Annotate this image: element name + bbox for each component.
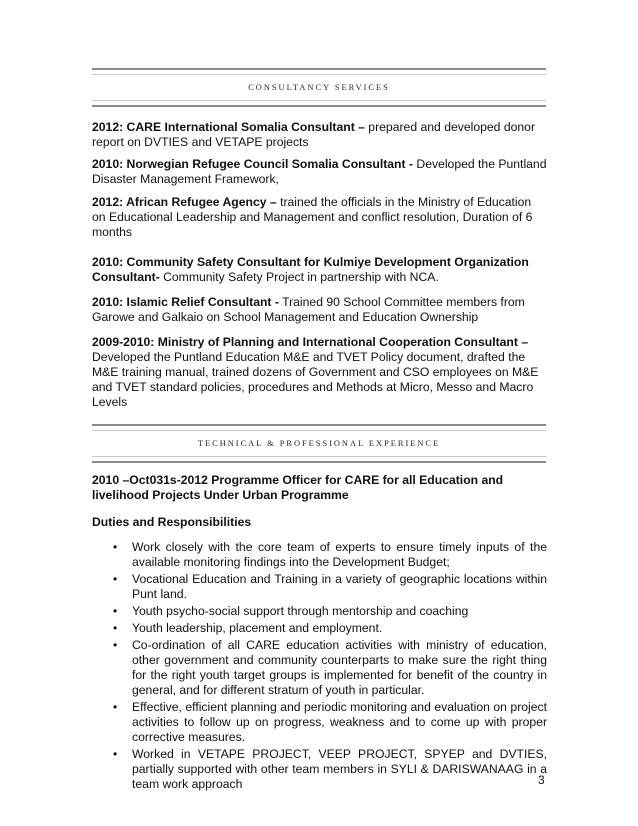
consultancy-item-desc: Community Safety Project in partnership with NCA. <box>159 270 439 284</box>
consultancy-item-role: 2010: Islamic Relief Consultant - <box>92 295 279 309</box>
consultancy-title: CONSULTANCY SERVICES <box>248 83 390 92</box>
consultancy-item-role: 2010: Community Safety Consultant for Kulmiye Development Organization Consultant- <box>92 255 529 284</box>
consultancy-item <box>92 295 547 325</box>
bullet-icon: • <box>113 700 118 714</box>
list-item: • Youth psycho-social support through mentorship and coaching <box>113 604 469 618</box>
list-item: • Worked in VETAPE PROJECT, VEEP PROJECT, SPYEP and DVTIES, partially supported with other team members in SYLI & DARISWANAAG in a team work approach <box>113 747 547 791</box>
bullet-icon: • <box>113 604 118 618</box>
header-rule-bottom <box>92 100 546 107</box>
bullet-icon: • <box>113 747 118 761</box>
consultancy-item-role: 2012: African Refugee Agency – <box>92 195 277 209</box>
duties-list <box>92 540 547 794</box>
header-rule-top <box>92 68 546 75</box>
header-rule-top <box>92 424 546 431</box>
technical-title: TECHNICAL & PROFESSIONAL EXPERIENCE <box>197 439 441 448</box>
consultancy-item-desc: trained the officials in the Ministry of Education on Educational Leadership and Management and conflict resolution, Duration of 6 months <box>92 195 533 239</box>
consultancy-item-desc: prepared and developed donor report on DVTIES and VETAPE projects <box>92 120 536 149</box>
bullet-icon: • <box>113 638 118 652</box>
consultancy-item-role: 2012: CARE International Somalia Consultant – <box>92 120 365 134</box>
consultancy-item <box>92 335 547 410</box>
consultancy-item <box>92 195 547 240</box>
bullet-icon: • <box>113 621 118 635</box>
consultancy-item-desc: Developed the Puntland Education M&E and TVET Policy document, drafted the M&E training manual, trained dozens of Government and CSO employees on M&E and TVET standard policies, procedures and Methods at Micro, Messo and Macro Levels <box>92 350 539 409</box>
list-item: • Youth leadership, placement and employment. <box>113 621 383 635</box>
bullet-icon: • <box>113 540 118 554</box>
consultancy-item-role: 2010: Norwegian Refugee Council Somalia Consultant - <box>92 157 413 171</box>
list-item: • Work closely with the core team of experts to ensure timely inputs of the available monitoring findings into the Development Budget; <box>113 540 547 569</box>
consultancy-item-role: 2009-2010: Ministry of Planning and International Cooperation Consultant – <box>92 335 529 349</box>
list-item: • Vocational Education and Training in a variety of geographic locations within Punt land. <box>113 572 547 601</box>
header-rule-bottom <box>92 456 546 463</box>
consultancy-item-desc: Developed the Puntland Disaster Management Framework, <box>92 157 547 186</box>
list-item: • Effective, efficient planning and periodic monitoring and evaluation on project activities to follow up on progress, weakness and to come up with proper corrective measures. <box>113 700 547 744</box>
page-number: 3 <box>538 773 545 787</box>
consultancy-item <box>92 157 547 187</box>
duties-heading: Duties and Responsibilities <box>92 515 252 529</box>
bullet-icon: • <box>113 572 118 586</box>
consultancy-item-desc: Trained 90 School Committee members from Garowe and Galkaio on School Management and Education Ownership <box>92 295 525 324</box>
consultancy-section-header <box>92 68 546 107</box>
consultancy-item <box>92 255 547 285</box>
position-title: 2010 –Oct031s-2012 Programme Officer for CARE for all Education and livelihood Projects Under Urban Programme <box>92 473 504 502</box>
list-item: • Co-ordination of all CARE education activities with ministry of education, other government and community counterparts to make sure the right thing for the right youth target groups is implemented for benefit of the country in general, and for different stratum of youth in particular. <box>113 638 547 697</box>
consultancy-item <box>92 120 547 150</box>
technical-section-header <box>92 424 546 463</box>
